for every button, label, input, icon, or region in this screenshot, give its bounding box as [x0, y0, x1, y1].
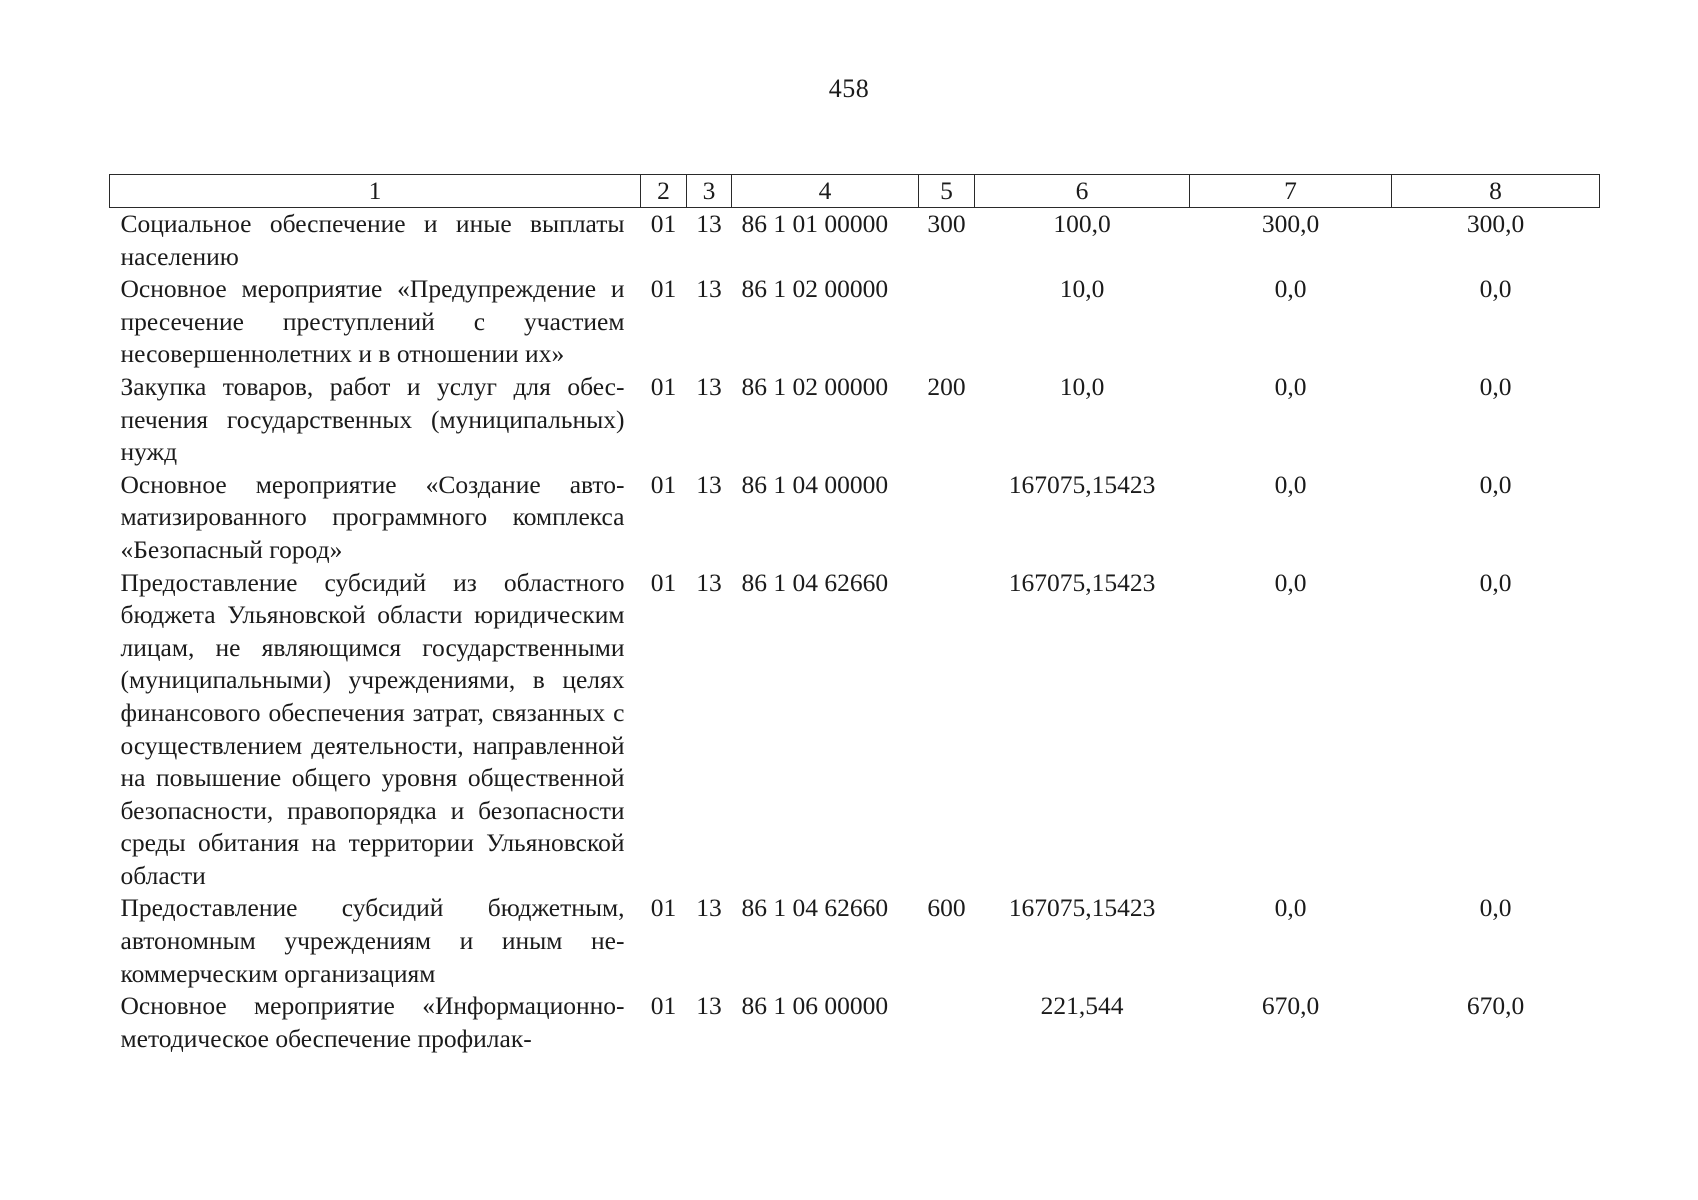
row-name: Закупка товаров, работ и услуг для обеспечения государственных (муниципальных) нужд [120, 371, 625, 467]
row-amount-col6: 10,0 [1059, 274, 1105, 304]
row-amount-col6: 10,0 [1059, 371, 1105, 401]
row-target-code: 86 1 06 00000 [741, 991, 889, 1021]
row-target-code: 86 1 04 62660 [741, 893, 889, 923]
row-amount-col7: 300,0 [1261, 209, 1320, 238]
header-col-8: 8 [1392, 175, 1600, 208]
row-section: 01 [650, 371, 677, 401]
page-number: 458 [828, 74, 870, 103]
row-subsection: 13 [696, 469, 722, 499]
row-target-code: 86 1 04 00000 [741, 469, 889, 499]
row-expense-type [919, 990, 975, 1055]
row-expense-type: 600 [927, 893, 966, 923]
row-subsection: 13 [696, 274, 722, 304]
row-amount-col6: 167075,15423 [1008, 893, 1156, 923]
row-name: Основное мероприятие «Информационно-методическое обеспечение профилак- [120, 991, 625, 1053]
row-target-code: 86 1 02 00000 [741, 371, 889, 401]
row-expense-type [919, 469, 975, 567]
row-section: 01 [650, 567, 677, 597]
row-amount-col8: 670,0 [1466, 991, 1525, 1021]
row-name: Социальное обеспечение и иные выплаты населению [120, 209, 625, 271]
table-header [110, 175, 1600, 208]
row-amount-col7: 0,0 [1274, 893, 1307, 923]
row-expense-type [919, 567, 975, 893]
row-amount-col8: 0,0 [1479, 371, 1512, 401]
row-expense-type: 200 [927, 371, 966, 401]
budget-table [109, 174, 1600, 1055]
row-subsection: 13 [696, 991, 722, 1021]
row-section: 01 [650, 209, 677, 238]
row-section: 01 [650, 991, 677, 1021]
row-amount-col7: 670,0 [1261, 991, 1320, 1021]
row-amount-col7: 0,0 [1274, 371, 1307, 401]
row-amount-col8: 300,0 [1466, 209, 1525, 238]
header-col-6: 6 [975, 175, 1190, 208]
table-row [110, 371, 1600, 469]
row-subsection: 13 [696, 371, 722, 401]
table-row [110, 990, 1600, 1055]
row-section: 01 [650, 469, 677, 499]
table-row [110, 273, 1600, 371]
row-expense-type [919, 273, 975, 371]
header-col-7: 7 [1190, 175, 1392, 208]
row-name: Предоставление субсидий бюджетным, автономным учреждениям и иным некоммерческим организациям [120, 893, 625, 988]
row-amount-col6: 167075,15423 [1008, 567, 1156, 597]
row-section: 01 [650, 274, 677, 304]
header-row [110, 175, 1600, 208]
row-name: Основное мероприятие «Создание автоматизированного программного комплекса «Безопасный город» [120, 469, 625, 564]
row-amount-col7: 0,0 [1274, 274, 1307, 304]
table-row [110, 469, 1600, 567]
row-name: Основное мероприятие «Предупреждение и пресечение преступлений с участием несовершеннолетних и в отношении их» [120, 274, 625, 369]
row-amount-col6: 100,0 [1053, 209, 1111, 238]
row-subsection: 13 [696, 209, 722, 238]
header-col-2: 2 [641, 175, 687, 208]
row-amount-col6: 167075,15423 [1008, 469, 1156, 499]
row-amount-col8: 0,0 [1479, 274, 1512, 304]
row-expense-type: 300 [927, 209, 966, 238]
row-section: 01 [650, 893, 677, 923]
row-amount-col8: 0,0 [1479, 469, 1512, 499]
table-body [110, 208, 1600, 1056]
header-col-4: 4 [732, 175, 919, 208]
table-row [110, 208, 1600, 274]
row-target-code: 86 1 02 00000 [741, 274, 889, 304]
table-row [110, 892, 1600, 990]
row-name: Предоставление субсидий из областного бюджета Ульяновской области юридическим лицам, не являющимся государственными (муниципальными) учреждениями, в целях финансового обеспечения затрат, связанных с осуществлением деятельности, направленной на повышение общего уровня общественной безопасности, правопорядка и безопасности среды обитания на территории Ульяновской области [120, 567, 625, 890]
header-col-5: 5 [919, 175, 975, 208]
row-subsection: 13 [696, 567, 722, 597]
table-row [110, 567, 1600, 893]
row-amount-col6: 221,544 [1040, 991, 1124, 1021]
row-subsection: 13 [696, 893, 722, 923]
row-target-code: 86 1 04 62660 [741, 567, 889, 597]
row-amount-col7: 0,0 [1274, 567, 1307, 597]
row-amount-col7: 0,0 [1274, 469, 1307, 499]
row-amount-col8: 0,0 [1479, 567, 1512, 597]
row-amount-col8: 0,0 [1479, 893, 1512, 923]
row-target-code: 86 1 01 00000 [741, 209, 889, 238]
header-col-1: 1 [110, 175, 641, 208]
header-col-3: 3 [687, 175, 732, 208]
